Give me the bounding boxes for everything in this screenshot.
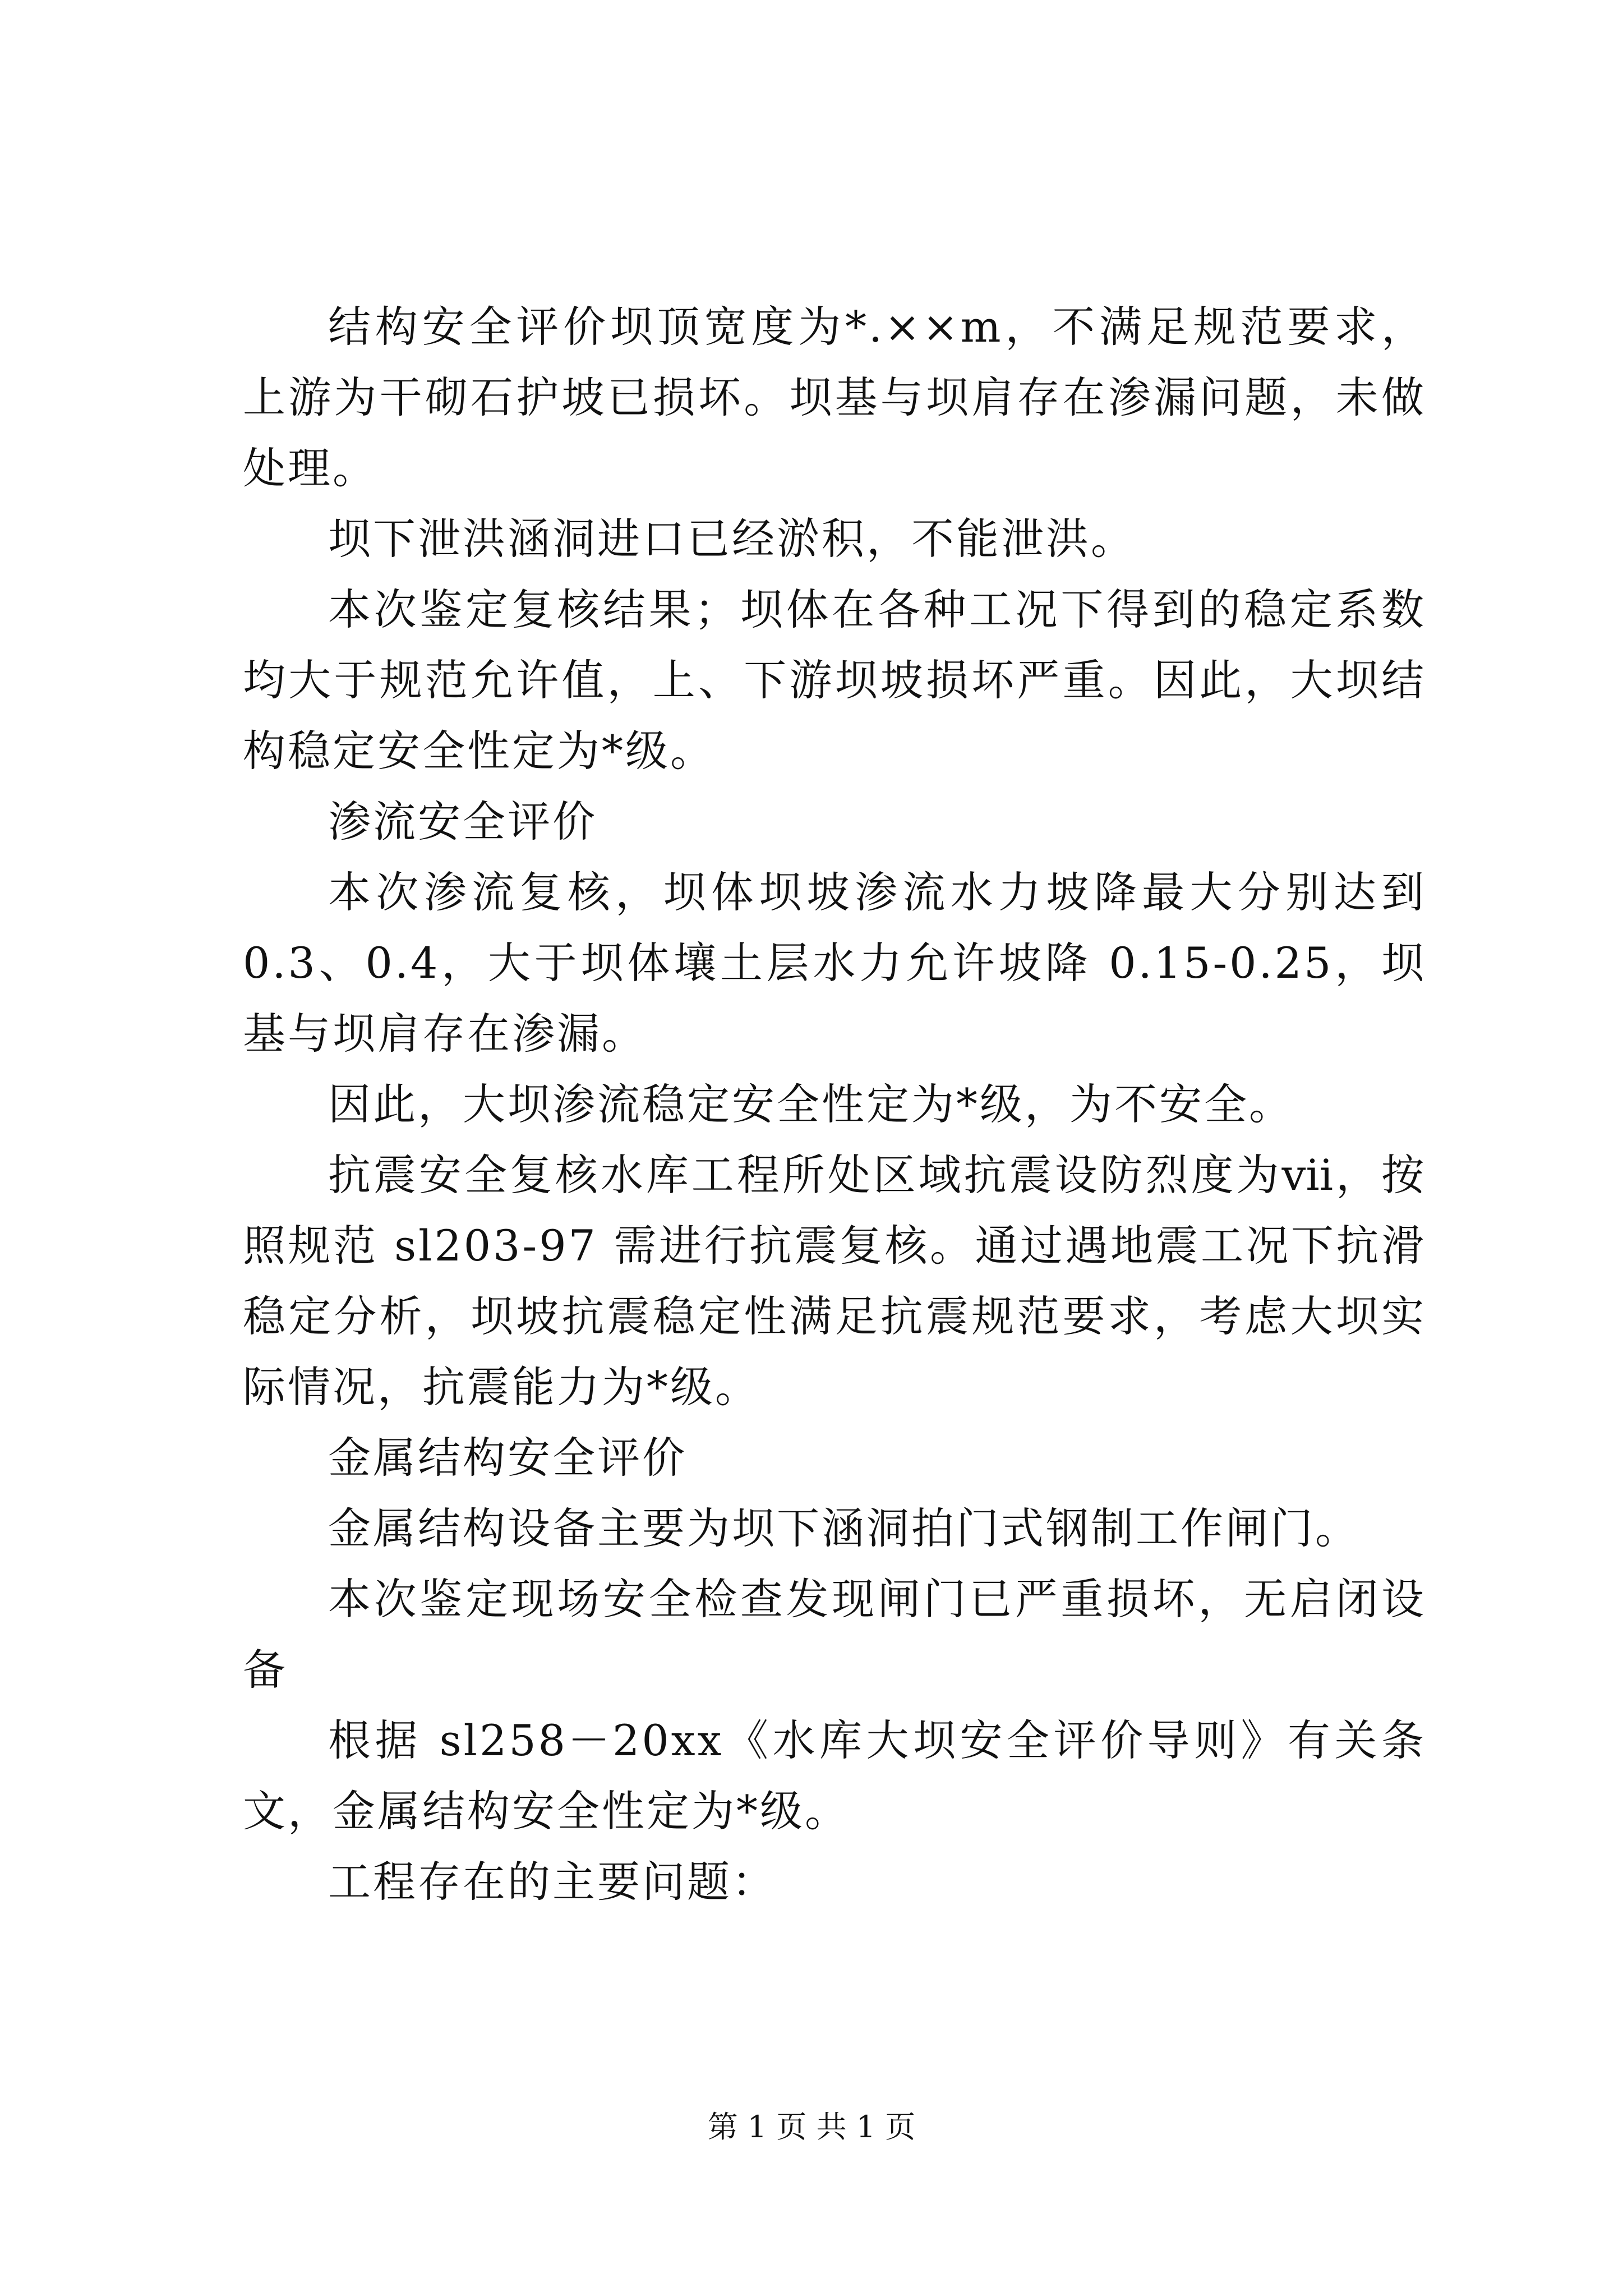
paragraph-structural-safety: 结构安全评价坝顶宽度为*.××m，不满足规范要求，上游为干砌石护坡已损坏。坝基与坝肩存在渗漏问题，未做处理。 bbox=[243, 302, 1426, 493]
page-number-label: 第 1 页 共 1 页 bbox=[707, 2109, 916, 2145]
heading-main-problems: 工程存在的主要问题： bbox=[328, 1857, 777, 1907]
paragraph-seismic-review: 抗震安全复核水库工程所处区域抗震设防烈度为ⅶ，按照规范 sl203-97 需进行抗震复核。通过遇地震工况下抗滑稳定分析，坝坡抗震稳定性满足抗震规范要求，考虑大坝实际情况，抗震能力为*级。 bbox=[243, 1150, 1426, 1412]
paragraph-seepage-conclusion: 因此，大坝渗流稳定安全性定为*级，为不安全。 bbox=[328, 1079, 1294, 1129]
paragraph-review-result: 本次鉴定复核结果；坝体在各种工况下得到的稳定系数均大于规范允许值，上、下游坝坡损坏严重。因此，大坝结构稳定安全性定为*级。 bbox=[243, 585, 1426, 776]
paragraph-metal-equipment: 金属结构设备主要为坝下涵洞拍门式钢制工作闸门。 bbox=[328, 1503, 1360, 1553]
paragraph-spillway-culvert: 坝下泄洪涵洞进口已经淤积，不能泄洪。 bbox=[328, 514, 1136, 564]
paragraph-seepage-review: 本次渗流复核，坝体坝坡渗流水力坡降最大分别达到 0.3、0.4，大于坝体壤土层水力允许坡降 0.15-0.25，坝基与坝肩存在渗漏。 bbox=[243, 867, 1426, 1059]
page-footer bbox=[0, 2105, 1623, 2150]
heading-seepage-safety: 渗流安全评价 bbox=[328, 797, 597, 846]
heading-metal-structure-safety: 金属结构安全评价 bbox=[328, 1433, 687, 1483]
document-body bbox=[243, 292, 1426, 1917]
paragraph-metal-conclusion: 根据 sl258－20xx《水库大坝安全评价导则》有关条文，金属结构安全性定为*级。 bbox=[243, 1715, 1426, 1836]
paragraph-site-inspection: 本次鉴定现场安全检查发现闸门已严重损坏，无启闭设备 bbox=[243, 1574, 1426, 1695]
